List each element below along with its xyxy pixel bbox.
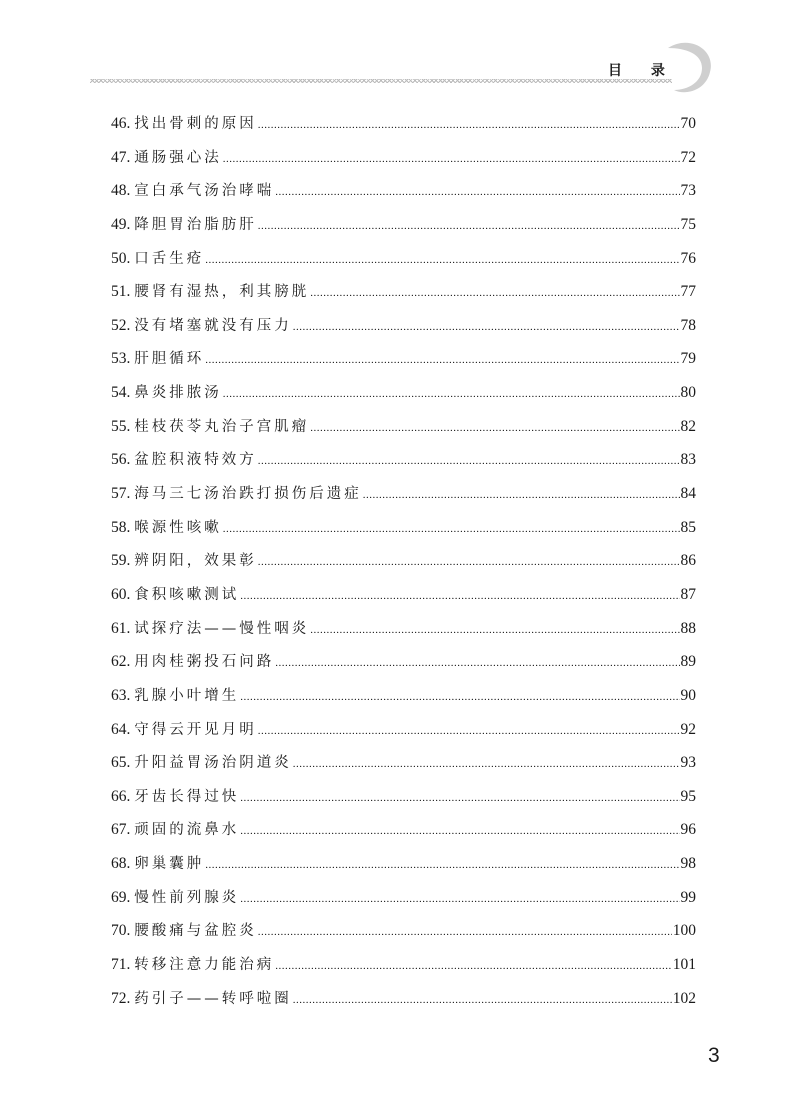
dot-leader (258, 220, 680, 232)
entry-number: 64 (111, 720, 127, 738)
entry-separator: . (126, 417, 135, 435)
toc-entry[interactable] (111, 213, 696, 247)
entry-title: 乳腺小叶增生 (134, 687, 240, 704)
entry-title: 转移注意力能治病 (134, 957, 275, 974)
entry-separator: . (126, 552, 135, 570)
page-number: 3 (708, 1044, 720, 1067)
dot-leader (310, 287, 679, 299)
entry-separator: . (126, 451, 135, 469)
dot-leader (310, 624, 679, 636)
toc-entry[interactable] (111, 583, 696, 617)
entry-number: 46 (111, 115, 127, 132)
entry-separator: . (126, 754, 135, 772)
entry-page: 98 (680, 855, 696, 873)
dot-leader (223, 153, 680, 165)
entry-page: 84 (680, 485, 696, 503)
toc-entry[interactable] (111, 549, 696, 583)
entry-page: 99 (680, 888, 696, 906)
toc-entry[interactable] (111, 650, 696, 684)
entry-number: 51 (111, 283, 127, 301)
dot-leader (240, 792, 679, 804)
entry-page: 95 (680, 787, 696, 805)
toc-entry[interactable] (111, 482, 696, 516)
entry-title: 降胆胃治脂肪肝 (134, 216, 257, 233)
entry-title: 辨阴阳，效果彰 (134, 553, 257, 570)
toc-entry[interactable] (111, 818, 696, 852)
entry-number: 49 (111, 215, 127, 233)
dot-leader (293, 994, 672, 1006)
entry-title: 顽固的流鼻水 (134, 822, 240, 839)
entry-number: 66 (111, 787, 127, 805)
entry-page: 72 (680, 148, 696, 166)
toc-entry[interactable] (111, 987, 696, 1021)
entry-title: 牙齿长得过快 (134, 788, 240, 805)
dot-leader (258, 926, 672, 938)
dot-leader (258, 455, 680, 467)
toc-entry[interactable] (111, 617, 696, 651)
entry-number: 55 (111, 417, 127, 435)
entry-title: 鼻炎排脓汤 (134, 385, 222, 402)
entry-page: 87 (680, 585, 696, 603)
toc-entry[interactable] (111, 415, 696, 449)
entry-separator: . (126, 316, 135, 334)
entry-separator: . (126, 989, 135, 1007)
entry-page: 76 (680, 249, 696, 267)
entry-page: 70 (680, 115, 696, 132)
header-decorative-rule (90, 79, 672, 83)
toc-entry[interactable] (111, 684, 696, 718)
entry-separator: . (126, 384, 135, 402)
running-header-title: 目 录 (608, 63, 677, 79)
entry-number: 71 (111, 956, 127, 974)
entry-separator: . (126, 182, 135, 200)
entry-page: 75 (680, 215, 696, 233)
dot-leader (310, 422, 679, 434)
entry-title: 海马三七汤治跌打损伤后遗症 (134, 486, 362, 503)
entry-number: 52 (111, 316, 127, 334)
toc-entry[interactable] (111, 146, 696, 180)
toc-entry[interactable] (111, 919, 696, 953)
entry-number: 57 (111, 485, 127, 503)
toc-entry[interactable] (111, 785, 696, 819)
entry-separator: . (126, 619, 135, 637)
dot-leader (275, 186, 679, 198)
entry-page: 100 (672, 922, 696, 940)
dot-leader (293, 758, 680, 770)
entry-separator: . (126, 249, 135, 267)
toc-entry[interactable] (111, 347, 696, 381)
entry-title: 卵巢囊肿 (134, 856, 205, 873)
toc-entry[interactable] (111, 112, 696, 146)
toc-entry[interactable] (111, 280, 696, 314)
toc-entry[interactable] (111, 852, 696, 886)
entry-number: 70 (111, 922, 127, 940)
toc-entry[interactable] (111, 718, 696, 752)
entry-number: 67 (111, 821, 127, 839)
entry-number: 72 (111, 989, 127, 1007)
entry-page: 83 (680, 451, 696, 469)
entry-separator: . (126, 283, 135, 301)
entry-page: 80 (680, 384, 696, 402)
entry-title: 没有堵塞就没有压力 (134, 317, 292, 334)
toc-entry[interactable] (111, 516, 696, 550)
entry-separator: . (126, 821, 135, 839)
entry-number: 58 (111, 518, 127, 536)
brush-swirl-ornament (660, 38, 716, 98)
entry-number: 65 (111, 754, 127, 772)
entry-title: 守得云开见月明 (134, 721, 257, 738)
entry-page: 93 (680, 754, 696, 772)
entry-separator: . (126, 787, 135, 805)
entry-number: 60 (111, 585, 127, 603)
entry-page: 101 (672, 956, 696, 974)
dot-leader (240, 893, 679, 905)
entry-page: 82 (680, 417, 696, 435)
entry-title: 肝胆循环 (134, 351, 205, 368)
dot-leader (363, 489, 680, 501)
entry-title: 用肉桂粥投石问路 (134, 654, 275, 671)
entry-title: 桂枝茯苓丸治子宫肌瘤 (134, 418, 310, 435)
entry-title: 找出骨刺的原因 (134, 116, 257, 132)
entry-title: 药引子——转呼啦圈 (134, 990, 292, 1007)
dot-leader (258, 725, 680, 737)
entry-page: 102 (672, 989, 696, 1007)
entry-page: 77 (680, 283, 696, 301)
entry-number: 56 (111, 451, 127, 469)
dot-leader (293, 321, 680, 333)
entry-number: 68 (111, 855, 127, 873)
entry-title: 食积咳嗽测试 (134, 586, 240, 603)
entry-separator: . (126, 720, 135, 738)
entry-title: 升阳益胃汤治阴道炎 (134, 755, 292, 772)
entry-separator: . (126, 956, 135, 974)
entry-separator: . (126, 215, 135, 233)
entry-separator: . (126, 518, 135, 536)
entry-number: 69 (111, 888, 127, 906)
entry-page: 85 (680, 518, 696, 536)
entry-separator: . (126, 922, 135, 940)
entry-title: 腰酸痛与盆腔炎 (134, 923, 257, 940)
entry-page: 96 (680, 821, 696, 839)
entry-title: 试探疗法——慢性咽炎 (134, 620, 310, 637)
entry-page: 78 (680, 316, 696, 334)
entry-number: 50 (111, 249, 127, 267)
entry-separator: . (126, 350, 135, 368)
toc-entry[interactable] (111, 247, 696, 281)
entry-separator: . (126, 585, 135, 603)
entry-page: 92 (680, 720, 696, 738)
dot-leader (205, 254, 679, 266)
toc-entry[interactable] (111, 886, 696, 920)
toc-entry[interactable] (111, 751, 696, 785)
entry-separator: . (126, 115, 135, 132)
entry-title: 喉源性咳嗽 (134, 519, 222, 536)
entry-title: 口舌生疮 (134, 250, 205, 267)
entry-title: 慢性前列腺炎 (134, 889, 240, 906)
entry-separator: . (126, 686, 135, 704)
entry-number: 61 (111, 619, 127, 637)
dot-leader (240, 825, 679, 837)
dot-leader (240, 590, 679, 602)
toc-entry[interactable] (111, 381, 696, 415)
dot-leader (275, 960, 672, 972)
table-of-contents (111, 112, 696, 1020)
dot-leader (258, 556, 680, 568)
entry-number: 62 (111, 653, 127, 671)
dot-leader (205, 354, 679, 366)
entry-title: 宣白承气汤治哮喘 (134, 183, 275, 200)
entry-page: 86 (680, 552, 696, 570)
entry-separator: . (126, 888, 135, 906)
entry-separator: . (126, 855, 135, 873)
entry-number: 54 (111, 384, 127, 402)
entry-separator: . (126, 148, 135, 166)
dot-leader (275, 657, 679, 669)
entry-page: 73 (680, 182, 696, 200)
entry-number: 48 (111, 182, 127, 200)
entry-title: 通肠强心法 (134, 149, 222, 166)
entry-number: 59 (111, 552, 127, 570)
entry-separator: . (126, 485, 135, 503)
entry-page: 88 (680, 619, 696, 637)
toc-entry[interactable] (111, 179, 696, 213)
toc-entry[interactable] (111, 448, 696, 482)
entry-separator: . (126, 653, 135, 671)
entry-page: 90 (680, 686, 696, 704)
entry-title: 盆腔积液特效方 (134, 452, 257, 469)
dot-leader (205, 859, 679, 871)
dot-leader (258, 119, 680, 131)
toc-entry[interactable] (111, 314, 696, 348)
entry-number: 63 (111, 686, 127, 704)
entry-page: 79 (680, 350, 696, 368)
dot-leader (223, 523, 680, 535)
entry-number: 47 (111, 148, 127, 166)
entry-title: 腰肾有湿热，利其膀胱 (134, 284, 310, 301)
dot-leader (223, 388, 680, 400)
toc-entry[interactable] (111, 953, 696, 987)
dot-leader (240, 691, 679, 703)
entry-number: 53 (111, 350, 127, 368)
entry-page: 89 (680, 653, 696, 671)
